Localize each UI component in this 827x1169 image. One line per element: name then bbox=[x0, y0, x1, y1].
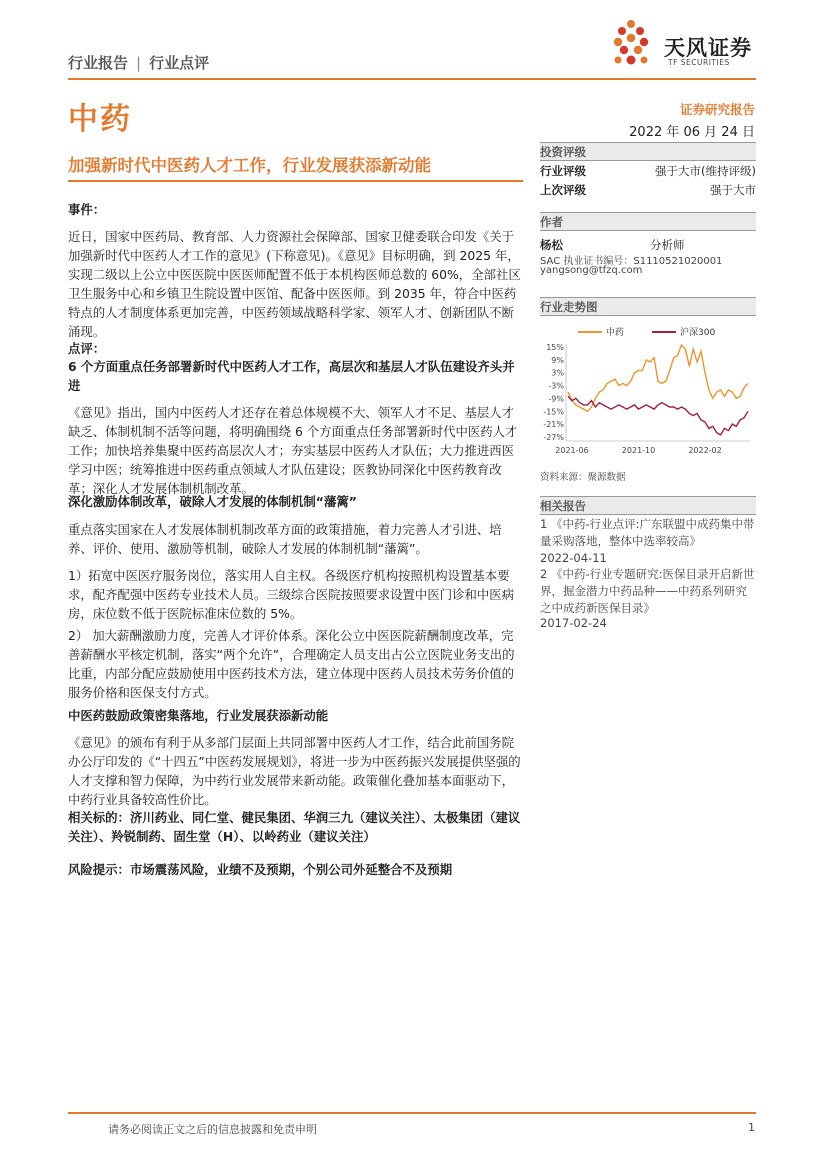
x-tick-label: 2022-02 bbox=[688, 446, 722, 455]
company-logo-icon bbox=[610, 18, 652, 72]
chart-source: 资料来源：聚源数据 bbox=[540, 472, 626, 483]
report-type: 证券研究报告 bbox=[679, 102, 755, 117]
related-report-1[interactable]: 1 《中药-行业点评:广东联盟中成药集中带量采购落地，整体中选率较高》 bbox=[540, 517, 755, 548]
y-tick-label: -27% bbox=[543, 433, 564, 442]
event-heading: 事件： bbox=[68, 202, 106, 217]
company-name-en: TF SECURITIES bbox=[668, 58, 730, 67]
chart-heading-divider bbox=[540, 315, 756, 316]
comment-paragraph: 《意见》指出，国内中医药人才还存在着总体规模不大、领军人才不足、基层人才缺乏、体制机制不活等问题，将明确围绕 6 个方面重点任务部署新时代中医药人才工作；加快培养集聚中医药高层次人才；夯实基层中医药人才队伍；大力推进西医学习中医；统筹推进中医药重点领域人才队伍建设；医教协同深化中医药教育改革；深化人才发展体制机制改革。 bbox=[68, 405, 518, 496]
footer-divider bbox=[68, 1112, 756, 1114]
y-tick-label: 15% bbox=[546, 343, 564, 352]
analyst-cert: SAC 执业证书编号：S1110521020001 bbox=[540, 256, 723, 267]
legend-label-hs300: 沪深300 bbox=[680, 328, 716, 338]
related-report-1-date: 2022-04-11 bbox=[540, 551, 607, 565]
category-separator: | bbox=[136, 54, 142, 72]
analyst-title: 分析师 bbox=[650, 238, 685, 252]
y-tick-label: -3% bbox=[548, 381, 564, 391]
y-axis-ticks bbox=[543, 343, 564, 442]
prev-rating-value: 强于大市 bbox=[710, 183, 756, 197]
series-line-hs300 bbox=[568, 396, 748, 435]
reform-point-2: 2） 加大薪酬激励力度，完善人才评价体系。深化公立中医医院薪酬制度改革，完善薪酬水平核定机制，落实“两个允许”，合理确定人员支出占公立医院业务支出的比重，内部分配应鼓励使用中医药技术方法，建立体现中医药人员技术劳务价值的服务价格和医保支付方式。 bbox=[68, 628, 515, 700]
industry-trend-chart bbox=[540, 320, 756, 460]
x-axis-ticks bbox=[555, 446, 721, 455]
report-category bbox=[68, 52, 209, 73]
reform-point-1: 1）拓宽中医医疗服务岗位，落实用人自主权。各级医疗机构按照机构设置基本要求，配齐配强中医药专业技术人员。三级综合医院按照要求设置中医门诊和中医病房，床位数不低于医院标准床位数的 5%。 bbox=[68, 568, 515, 621]
reform-paragraph: 重点落实国家在人才发展体制机制改革方面的政策措施，着力完善人才引进、培养、评价、使用、激励等机制，破除人才发展的体制机制“藩篱”。 bbox=[68, 522, 502, 556]
analyst-email[interactable]: yangsong@tfzq.com bbox=[540, 265, 643, 276]
report-headline: 加强新时代中医药人才工作，行业发展获添新动能 bbox=[68, 156, 431, 175]
y-tick-label: 3% bbox=[551, 368, 564, 378]
related-report-2[interactable]: 2 《中药-行业专题研究:医保目录开启新世界，掘金潜力中药品种——中药系列研究之中成药新医保目录》 bbox=[540, 567, 755, 615]
headline-divider bbox=[68, 180, 523, 182]
y-tick-label: -9% bbox=[548, 394, 564, 404]
disclaimer-note: 请务必阅读正文之后的信息披露和免责申明 bbox=[108, 1123, 317, 1136]
sector-title: 中药 bbox=[68, 102, 132, 137]
chart-heading: 行业走势图 bbox=[540, 300, 598, 314]
risk-warning: 风险提示：市场震荡风险，业绩不及预期，个别公司外延整合不及预期 bbox=[68, 862, 453, 877]
category-label: 行业报告 bbox=[68, 54, 129, 72]
related-report-2-date: 2017-02-24 bbox=[540, 616, 607, 630]
author-heading: 作者 bbox=[540, 215, 563, 229]
related-heading-divider bbox=[540, 514, 756, 515]
legend-label-tcm: 中药 bbox=[606, 328, 625, 338]
event-paragraph: 近日，国家中医药局、教育部、人力资源社会保障部、国家卫健委联合印发《关于加强新时代中医药人才工作的意见》(下称意见)。《意见》目标明确，到 2025 年，实现二级以上公立中医医院中医医师配置不低于本机构医师总数的 60%，全部社区卫生服务中心和乡镇卫生院设置中医馆、配备中医医师。到 2035 年，符合中医药特点的人才制度体系更加完善，中医药领域战略科学家、领军人才、创新团队不断涌现。 bbox=[68, 229, 521, 339]
comment-subheading: 6 个方面重点任务部署新时代中医药人才工作，高层次和基层人才队伍建设齐头并进 bbox=[68, 359, 515, 393]
subcategory-label: 行业点评 bbox=[149, 54, 210, 72]
y-tick-label: -15% bbox=[543, 407, 564, 417]
prev-rating-row bbox=[540, 182, 756, 198]
x-tick-label: 2021-06 bbox=[555, 446, 589, 455]
prev-rating-label: 上次评级 bbox=[540, 183, 586, 197]
related-targets: 相关标的：济川药业、同仁堂、健民集团、华润三九（建议关注）、太极集团（建议关注）、羚锐制药、固生堂（H）、以岭药业（建议关注） bbox=[68, 810, 521, 844]
reform-heading: 深化激励体制改革，破除人才发展的体制机制“藩篱” bbox=[68, 494, 357, 509]
comment-heading: 点评： bbox=[68, 341, 106, 356]
rating-heading-divider bbox=[540, 160, 756, 161]
y-tick-label: 9% bbox=[551, 355, 564, 365]
company-name-cn: 天风证券 bbox=[664, 36, 752, 60]
industry-rating-label: 行业评级 bbox=[540, 164, 586, 178]
series-line-tcm bbox=[568, 345, 748, 411]
analyst-name: 杨松 bbox=[540, 238, 563, 252]
report-date: 2022 年 06 月 24 日 bbox=[629, 125, 755, 140]
header-divider bbox=[68, 78, 756, 80]
policy-heading: 中医药鼓励政策密集落地，行业发展获添新动能 bbox=[68, 708, 329, 723]
policy-paragraph: 《意见》的颁布有利于从多部门层面上共同部署中医药人才工作，结合此前国务院办公厅印发的《“十四五”中医药发展规划》，将进一步为中医药振兴发展提供坚强的人才支撑和智力保障，为中药行业发展带来新动能。政策催化叠加基本面驱动下，中药行业具备较高性价比。 bbox=[68, 735, 521, 807]
y-tick-label: -21% bbox=[543, 420, 564, 430]
industry-rating-row bbox=[540, 163, 756, 179]
rating-heading: 投资评级 bbox=[540, 145, 586, 159]
related-heading: 相关报告 bbox=[540, 499, 586, 513]
industry-rating-value: 强于大市(维持评级) bbox=[655, 164, 756, 178]
page-number: 1 bbox=[748, 1121, 755, 1134]
x-tick-label: 2021-10 bbox=[621, 446, 656, 455]
author-heading-divider bbox=[540, 230, 756, 231]
chart-legend bbox=[578, 326, 715, 338]
analyst-row bbox=[540, 237, 756, 253]
